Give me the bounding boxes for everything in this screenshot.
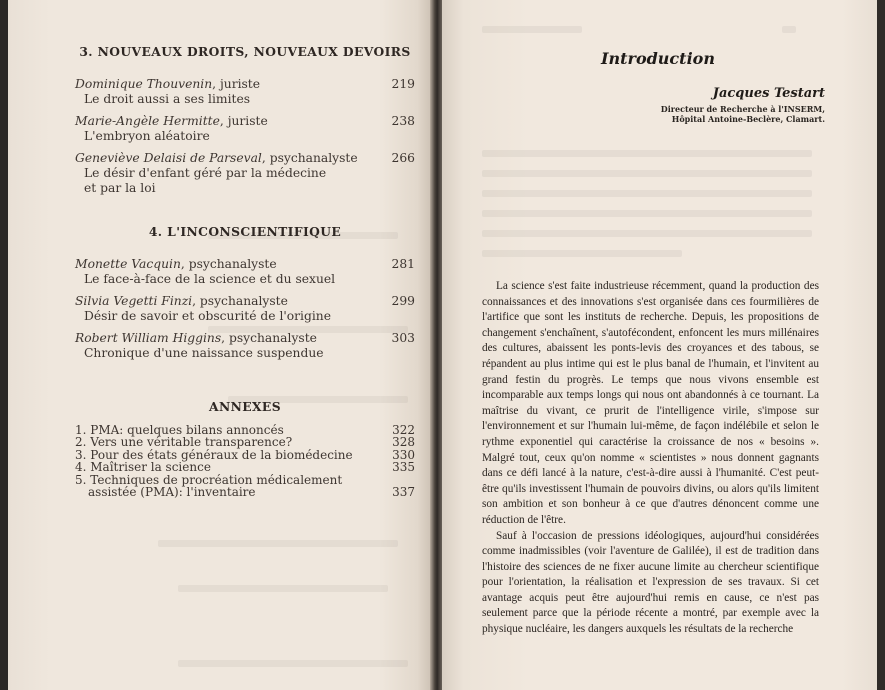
entry-title: Désir de savoir et obscurité de l'origine [84, 309, 331, 323]
toc-entry [75, 151, 415, 196]
chapter-title: Introduction [601, 49, 715, 68]
annex-item [75, 436, 415, 448]
annex-page-number: 330 [392, 447, 415, 462]
annex-page-number: 322 [392, 423, 415, 437]
affiliation-line: Hôpital Antoine-Beclère, Clamart. [671, 114, 825, 124]
toc-section-3 [75, 44, 415, 196]
entry-author: Robert William Higgins [75, 331, 222, 345]
show-through [482, 26, 582, 33]
table-of-contents [75, 44, 415, 498]
annex-page-number: 337 [392, 485, 415, 500]
show-through [178, 660, 408, 667]
entry-page-number: 299 [391, 294, 415, 308]
entry-author: Silvia Vegetti Finzi [75, 294, 193, 308]
annex-item [75, 474, 415, 499]
show-through [482, 230, 812, 237]
toc-entry [75, 114, 415, 144]
show-through [782, 26, 796, 33]
entry-page-number: 303 [391, 331, 415, 345]
entry-title: Le désir d'enfant géré par la médecine [84, 166, 327, 180]
entry-title: Le face-à-face de la science et du sexuel [84, 272, 336, 286]
book-edge-left [0, 0, 8, 690]
entry-title: L'embryon aléatoire [84, 129, 210, 143]
book-edge-right [877, 0, 885, 690]
paragraph: La science s'est faite industrieuse récemment, quand la production des connaissances et des innovations s'est organisée dans ces fourmilières de l'artifice que sont les instituts de recherche. Depuis, les propositions de changement s'enchaînent, s'autofécondent, enfoncent les murs millénaires des cultures, abaissent les ponts-levis des croyances et des tabous, se répandent au plus intime qui est le plus banal de l'humain, et l'invitent au grand festin du progrès. Le temps que nous vivons ensemble est incomparable aux temps longs qui nous ont abandonnés à ce tournant. La maîtrise du vivant, ce prurit de l'intelligence virile, s'impose sur l'environnement et sur l'humain lui-même, de façon indélébile et selon le rythme exponentiel qui caractérise la croissance de nos « besoins ». Malgré tout, ceux qu'on nomme « scientistes » nous donnent gagnants dans ce défi lancé à la nature, c'est-à-dire aussi à l'humanité. C'est peut-être qu'ils investissent l'humain de pouvoirs divins, ou alors qu'ils limitent son ambition et son bonheur à ce que d'autres dénoncent comme une réduction de l'être. [482, 280, 819, 526]
entry-role: , juriste [212, 77, 261, 91]
show-through [482, 150, 812, 157]
annex-title: 3. Pour des états généraux de la biomédecine [75, 447, 353, 462]
section-title: 3. NOUVEAUX DROITS, NOUVEAUX DEVOIRS [79, 44, 411, 59]
chapter-author: Jacques Testart [712, 86, 825, 101]
entry-title: Chronique d'une naissance suspendue [84, 346, 324, 360]
entry-author: Geneviève Delaisi de Parseval [75, 151, 262, 165]
toc-entry [75, 257, 415, 287]
show-through [178, 585, 388, 592]
show-through [158, 540, 398, 547]
entry-role: , psychanalyste [192, 294, 288, 308]
toc-section-4 [75, 224, 415, 361]
show-through [482, 170, 812, 177]
entry-author: Marie-Angèle Hermitte [75, 114, 220, 128]
chapter-body [482, 279, 819, 638]
annex-title: 4. Maîtriser la science [75, 460, 211, 475]
affiliation-line: Directeur de Recherche à l'INSERM, [660, 104, 825, 114]
annex-item [75, 461, 415, 473]
entry-role: , juriste [219, 114, 268, 128]
entry-author: Monette Vacquin [75, 257, 181, 271]
toc-entry [75, 77, 415, 107]
entry-page-number: 281 [391, 257, 415, 271]
show-through [482, 190, 812, 197]
entry-title: Le droit aussi a ses limites [84, 92, 251, 106]
annex-page-number: 328 [392, 435, 415, 450]
annex-title-continued [75, 486, 415, 498]
annex-title: 1. PMA: quelques bilans annoncés [75, 423, 284, 437]
section-title: 4. L'INCONSCIENTIFIQUE [148, 224, 342, 239]
book-gutter [430, 0, 442, 690]
entry-page-number: 219 [391, 77, 415, 91]
entry-role: , psychanalyste [221, 331, 317, 345]
entry-author: Dominique Thouvenin [75, 77, 213, 91]
entry-page-number: 266 [391, 151, 415, 165]
entry-page-number: 238 [391, 114, 415, 128]
show-through [482, 210, 812, 217]
author-affiliation [661, 104, 825, 124]
annex-title: 5. Techniques de procréation médicalement [75, 472, 343, 487]
section-title: ANNEXES [209, 399, 281, 414]
entry-title-continued: et par la loi [84, 181, 156, 195]
paragraph: Sauf à l'occasion de pressions idéologiques, aujourd'hui considérées comme inadmissibles (voir l'aventure de Galilée), il est de tradition dans l'histoire des sciences de ne fixer aucune limite au chercheur scientifique pour l'orientation, la réalisation et l'expression de ses travaux. Si cet avantage acquis peut être aujourd'hui remis en cause, ce n'est pas seulement parce que la période récente a montré, par exemple avec la physique nucléaire, les dangers auxquels les résultats de la recherche [482, 529, 819, 636]
entry-role: , psychanalyste [261, 151, 358, 165]
annex-title: 2. Vers une véritable transparence? [75, 435, 293, 450]
show-through [482, 250, 682, 257]
entry-role: , psychanalyste [180, 257, 277, 271]
annex-title-line2: assistée (PMA): l'inventaire [88, 485, 256, 500]
toc-annexes [75, 399, 415, 498]
toc-entry [75, 331, 415, 361]
toc-entry [75, 294, 415, 324]
annex-page-number: 335 [392, 460, 415, 475]
